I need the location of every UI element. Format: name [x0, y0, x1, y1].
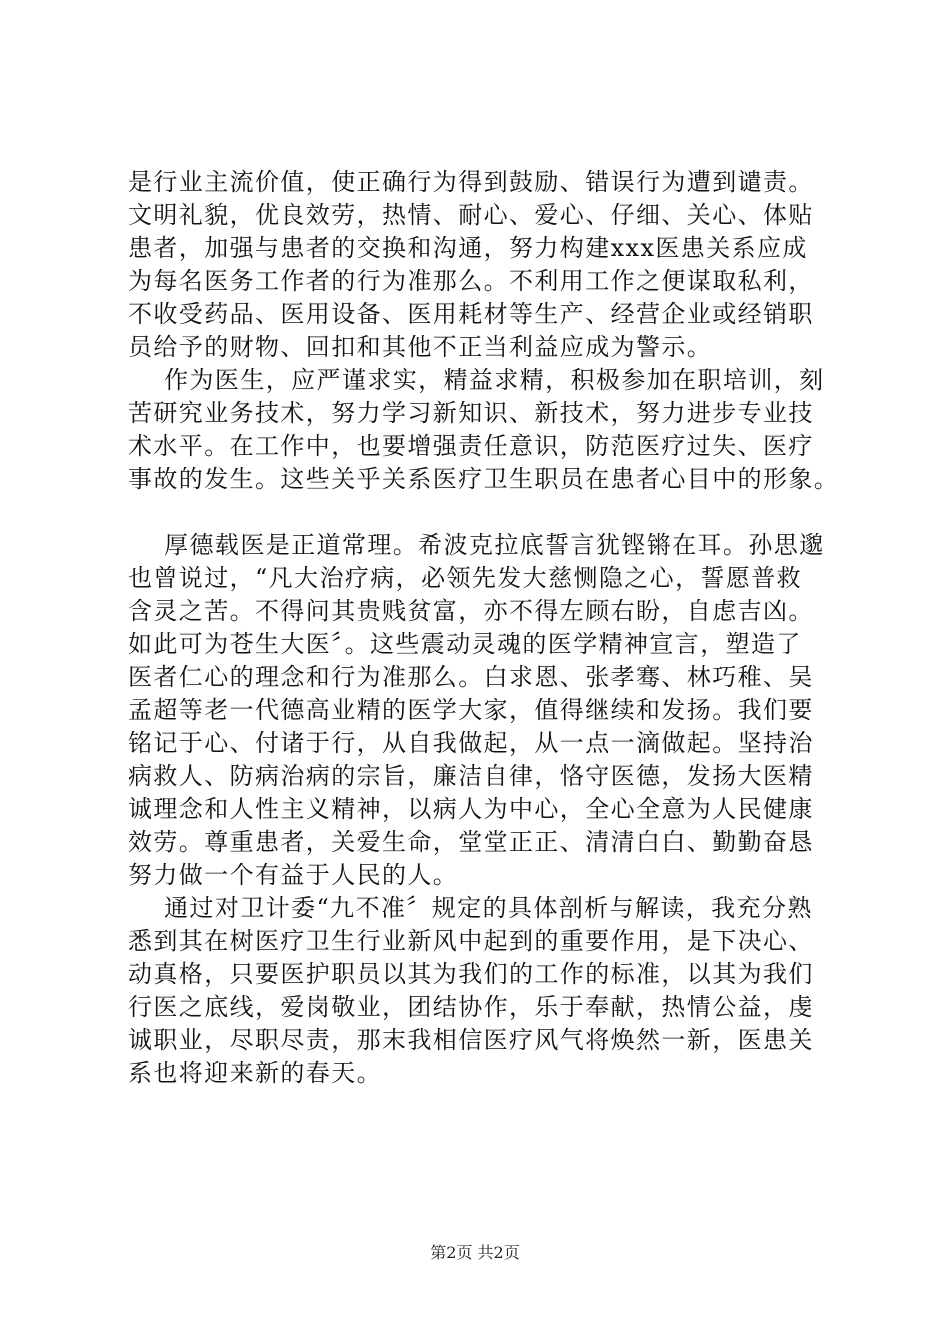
text-line: 含灵之苦。不得问其贵贱贫富，亦不得左顾右盼，自虑吉凶。 [128, 597, 814, 625]
text-line: 员给予的财物、回扣和其他不正当利益应成为警示。 [128, 333, 713, 361]
text-line: 厚德载医是正道常理。希波克拉底誓言犹铿锵在耳。孙思邈 [128, 531, 825, 559]
text-line: 诚职业，尽职尽责，那末我相信医疗风气将焕然一新，医患关 [128, 1026, 814, 1054]
text-line: 效劳。尊重患者，关爱生命，堂堂正正、清清白白、勤勤奋恳 [128, 828, 814, 856]
text-line: 铭记于心、付诸于行，从自我做起，从一点一滴做起。坚持治 [128, 729, 814, 757]
document-body [128, 166, 868, 1090]
text-line: 孟超等老一代德高业精的医学大家，值得继续和发扬。我们要 [128, 696, 814, 724]
text-line: 系也将迎来新的春天。 [128, 1059, 382, 1087]
text-line: 作为医生，应严谨求实，精益求精，积极参加在职培训，刻 [128, 366, 825, 394]
text-line: 也曾说过，“凡大治疗病，必领先发大慈恻隐之心，誓愿普救 [128, 564, 803, 592]
paragraph-4 [128, 892, 868, 1090]
page-number: 第2页 共2页 [430, 1243, 520, 1262]
text-line: 通过对卫计委“九不准〞规定的具体剖析与解读，我充分熟 [128, 894, 813, 922]
paragraph-1 [128, 166, 868, 364]
text-line: 动真格，只要医护职员以其为我们的工作的标准，以其为我们 [128, 960, 814, 988]
text-line: 事故的发生。这些关乎关系医疗卫生职员在患者心目中的形象。 [128, 465, 840, 493]
text-line: 是行业主流价值，使正确行为得到鼓励、错误行为遭到谴责。 [128, 168, 814, 196]
paragraph-3 [128, 529, 868, 892]
text-line: 医者仁心的理念和行为准那么。白求恩、张孝骞、林巧稚、吴 [128, 663, 814, 691]
text-line: 苦研究业务技术，努力学习新知识、新技术，努力进步专业技 [128, 399, 814, 427]
text-line: 悉到其在树医疗卫生行业新风中起到的重要作用，是下决心、 [128, 927, 814, 955]
text-line: 病救人、防病治病的宗旨，廉洁自律，恪守医德，发扬大医精 [128, 762, 814, 790]
text-line: 行医之底线，爱岗敬业，团结协作，乐于奉献，热情公益，虔 [128, 993, 814, 1021]
text-line: 诚理念和人性主义精神，以病人为中心，全心全意为人民健康 [128, 795, 814, 823]
text-line: 术水平。在工作中，也要增强责任意识，防范医疗过失、医疗 [128, 432, 814, 460]
paragraph-gap [128, 496, 868, 529]
text-line: 努力做一个有益于人民的人。 [128, 861, 459, 889]
text-line: 患者，加强与患者的交换和沟通，努力构建xxx医患关系应成 [128, 234, 808, 262]
text-line: 如此可为苍生大医〞。这些震动灵魂的医学精神宣言，塑造了 [128, 630, 802, 658]
paragraph-2 [128, 364, 868, 496]
text-line: 为每名医务工作者的行为准那么。不利用工作之便谋取私利， [128, 267, 814, 295]
text-line: 不收受药品、医用设备、医用耗材等生产、经营企业或经销职 [128, 300, 814, 328]
page-footer [0, 1243, 950, 1263]
text-line: 文明礼貌，优良效劳，热情、耐心、爱心、仔细、关心、体贴 [128, 201, 814, 229]
